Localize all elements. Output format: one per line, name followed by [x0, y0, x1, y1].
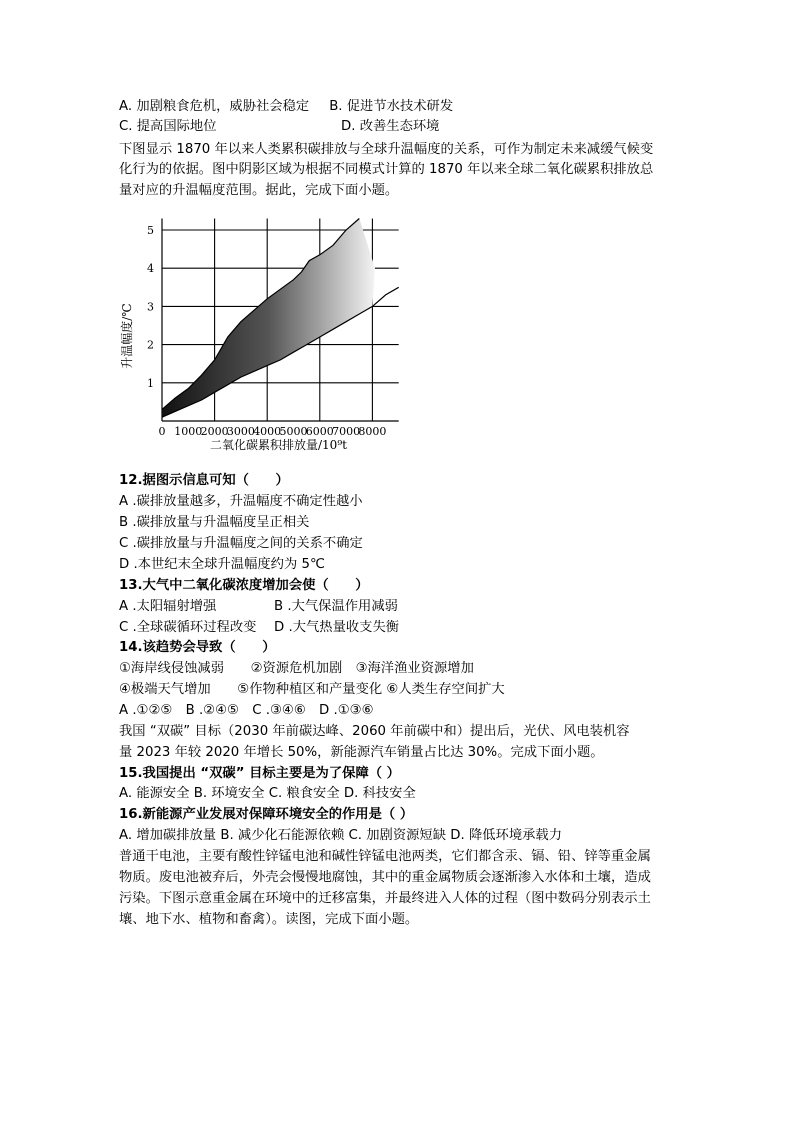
- y-tick-label: 4: [147, 262, 154, 276]
- option-row-ab: [119, 97, 453, 117]
- x-tick-label: 6000: [305, 425, 334, 438]
- x-tick-label: 3000: [226, 425, 255, 438]
- intro3-line-3: 污染。下图示意重金属在环境中的迁移富集，并最终进入人体的过程（图中数码分别表示土: [119, 891, 651, 906]
- option-d: D. 改善生态环境: [341, 119, 440, 134]
- intro2-line-1: 我国 “双碳” 目标（2030 年前碳达峰、2060 年前碳中和）提出后，光伏、风电装机容: [119, 724, 630, 739]
- intro3-line-4: 壤、地下水、植物和畜禽）。读图，完成下面小题。: [119, 912, 419, 927]
- q14-stem: 14.该趋势会导致（ ）: [119, 640, 276, 655]
- x-axis-label: 二氧化碳累积排放量/10⁹t: [210, 438, 347, 452]
- q14-items-1: ①海岸线侵蚀减弱 ②资源危机加剧 ③海洋渔业资源增加: [119, 661, 474, 676]
- intro1-line-3: 量对应的升温幅度范围。据此，完成下面小题。: [119, 183, 399, 198]
- uncertainty-band: [162, 219, 375, 418]
- option-row-cd: [119, 117, 439, 137]
- intro1-line-2: 化行为的依据。图中阴影区域为根据不同模式计算的 1870 年以来全球二氧化碳累积排放总: [119, 162, 654, 177]
- x-tick-label: 0: [158, 425, 166, 438]
- warming-emission-chart: [118, 214, 418, 459]
- q15-options: A. 能源安全 B. 环境安全 C. 粮食安全 D. 科技安全: [119, 786, 416, 801]
- q14-items-2: ④极端天气增加 ⑤作物种植区和产量变化 ⑥人类生存空间扩大: [119, 682, 505, 697]
- option-a: A. 加剧粮食危机，威胁社会稳定: [119, 99, 310, 114]
- q16-stem: 16.新能源产业发展对保障环境安全的作用是（ ）: [119, 807, 414, 822]
- y-tick-label: 3: [147, 300, 154, 314]
- q14-options: A .①②⑤ B .②④⑤ C .③④⑥ D .①③⑥: [119, 703, 374, 718]
- q16-options: A. 增加碳排放量 B. 减少化石能源依赖 C. 加剧资源短缺 D. 降低环境承载力: [119, 828, 563, 843]
- q12-option-a: A .碳排放量越多，升温幅度不确定性越小: [119, 494, 363, 509]
- y-axis-label: 升温幅度/℃: [120, 303, 134, 369]
- q13-option-c: C .全球碳循环过程改变: [119, 620, 257, 635]
- option-c: C. 提高国际地位: [119, 119, 217, 134]
- q12-option-b: B .碳排放量与升温幅度呈正相关: [119, 515, 310, 530]
- intro3-line-2: 物质。废电池被弃后，外壳会慢慢地腐蚀，其中的重金属物质会逐渐渗入水体和土壤，造成: [119, 870, 651, 885]
- q15-stem: 15.我国提出 “双碳” 目标主要是为了保障（ ）: [119, 766, 400, 781]
- q13-option-d: D .大气热量收支失衡: [274, 620, 400, 635]
- y-tick-label: 2: [147, 338, 154, 352]
- x-tick-label: 4000: [253, 425, 282, 438]
- option-b: B. 促进节水技术研发: [329, 99, 454, 114]
- x-tick-label: 5000: [279, 425, 308, 438]
- x-tick-label: 1000: [174, 425, 203, 438]
- intro3-line-1: 普通干电池，主要有酸性锌锰电池和碱性锌锰电池两类，它们都含汞、镉、铅、锌等重金属: [119, 849, 651, 864]
- x-tick-label: 7000: [332, 425, 361, 438]
- x-tick-label: 2000: [200, 425, 229, 438]
- y-tick-label: 5: [147, 224, 154, 237]
- q13-stem: 13.大气中二氧化碳浓度增加会使（ ）: [119, 578, 369, 593]
- q12-stem: 12.据图示信息可知（ ）: [119, 473, 289, 488]
- q13-row-cd: [119, 618, 399, 638]
- q13-option-b: B .大气保温作用减弱: [274, 599, 398, 614]
- x-tick-label: 8000: [358, 425, 387, 438]
- y-tick-label: 1: [147, 376, 154, 390]
- q12-option-d: D .本世纪末全球升温幅度约为 5℃: [119, 557, 325, 572]
- q13-option-a: A .太阳辐射增强: [119, 599, 217, 614]
- q12-option-c: C .碳排放量与升温幅度之间的关系不确定: [119, 536, 363, 551]
- intro1-line-1: 下图显示 1870 年以来人类累积碳排放与全球升温幅度的关系，可作为制定未来减缓气候变: [119, 142, 654, 157]
- intro2-line-2: 量 2023 年较 2020 年增长 50%，新能源汽车销量占比达 30%。完成下面小题。: [119, 745, 604, 760]
- q13-row-ab: [119, 597, 398, 617]
